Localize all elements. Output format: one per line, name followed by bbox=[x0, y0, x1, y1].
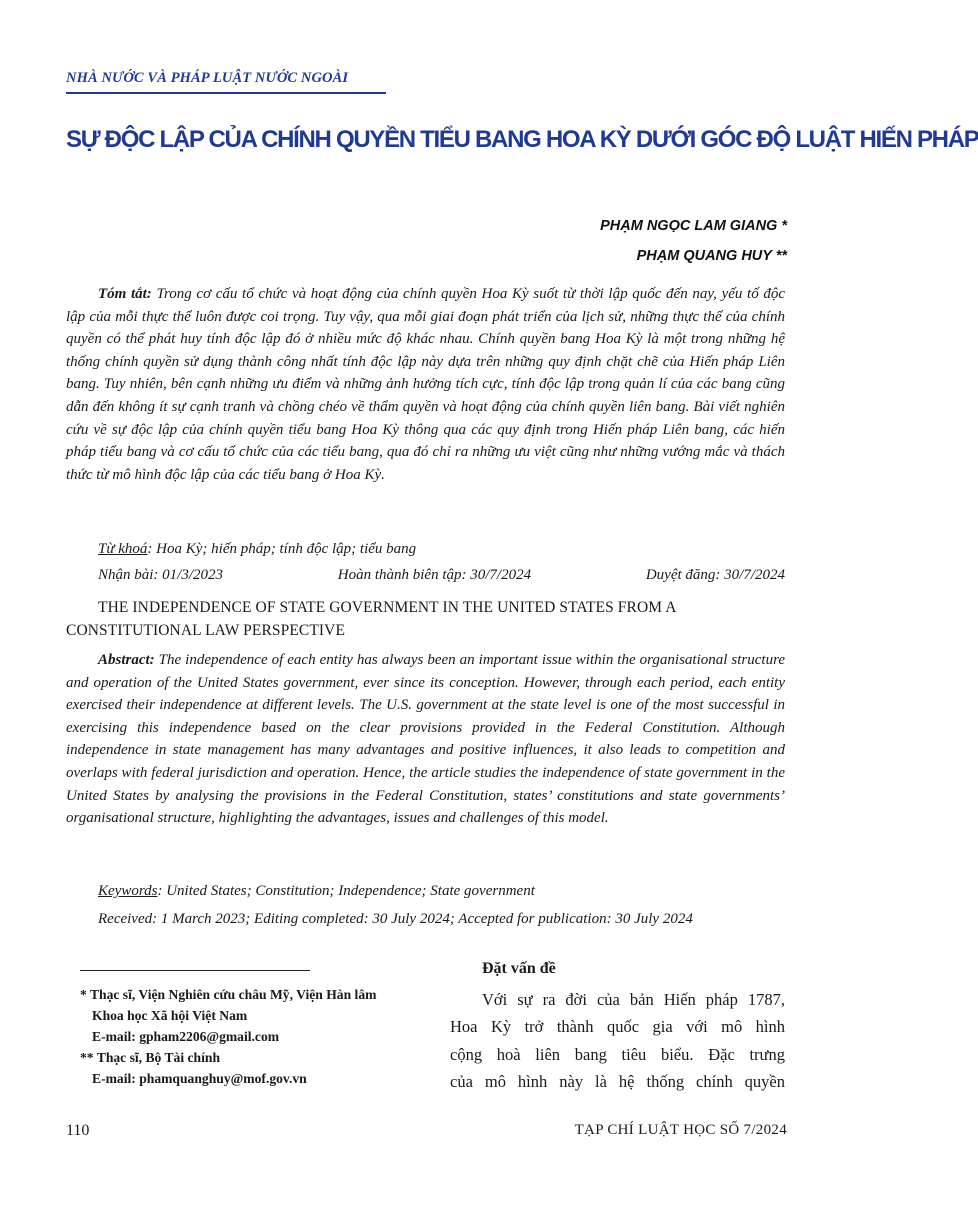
article-title: SỰ ĐỘC LẬP CỦA CHÍNH QUYỀN TIỂU BANG HOA KỲ DƯỚI GÓC ĐỘ LUẬT HIẾN PHÁP bbox=[66, 126, 978, 153]
body-line: Với sự ra đời của bản Hiến pháp 1787, bbox=[482, 990, 785, 1009]
english-abstract bbox=[66, 649, 785, 830]
vietnamese-dates bbox=[98, 567, 785, 584]
footnote-email: E-mail: gpham2206@gmail.com bbox=[92, 1029, 280, 1044]
english-keywords-label: Keywords bbox=[98, 883, 158, 899]
english-keywords-text: : United States; Constitution; Independence; State government bbox=[157, 883, 535, 899]
english-abstract-label: Abstract: bbox=[98, 652, 155, 668]
section-label: NHÀ NƯỚC VÀ PHÁP LUẬT NƯỚC NGOÀI bbox=[66, 70, 349, 86]
vietnamese-abstract-text: Trong cơ cấu tổ chức và hoạt động của chính quyền Hoa Kỳ suốt từ thời lập quốc đến nay, yếu tố độc lập của mỗi thực thể luôn được coi trọng. Tuy vậy, qua mỗi giai đoạn phát triển của lịch sử, những thực thể của chính quyền có thể phát huy tính độc lập đó ở nhiều mức độ khác nhau. Chính quyền bang Hoa Kỳ là một trong những hệ thống chính quyền sử dụng thành công nhất tính độc lập này dựa trên những quy định chặt chẽ của Hiến pháp Liên bang. Tuy nhiên, bên cạnh những ưu điểm và những ảnh hưởng tích cực, tính độc lập trong quản lí của các bang cũng dẫn đến không ít sự cạnh tranh và chồng chéo về thẩm quyền và hoạt động của chính quyền liên bang. Bài viết nghiên cứu về sự độc lập của chính quyền tiểu bang Hoa Kỳ thông qua các quy định trong Hiến pháp Liên bang, các hiến pháp tiểu bang và cơ cấu tổ chức của các tiểu bang, qua đó chỉ ra những ưu việt cũng như những vướng mắc và thách thức từ mô hình độc lập của các tiểu bang ở Hoa Kỳ. bbox=[66, 286, 786, 483]
body-line: cộng hoà liên bang tiêu biểu. Đặc trưng bbox=[450, 1044, 785, 1064]
footnotes bbox=[80, 984, 425, 1089]
body-line: Hoa Kỳ trở thành quốc gia với mô hình bbox=[450, 1017, 785, 1037]
footnote-line: Khoa học Xã hội Việt Nam bbox=[92, 1008, 248, 1023]
body-text bbox=[450, 986, 785, 1096]
footnote-line: * Thạc sĩ, Viện Nghiên cứu châu Mỹ, Viện Hàn lâm bbox=[80, 987, 377, 1002]
section-divider bbox=[66, 92, 386, 94]
section-heading: Đặt vấn đề bbox=[482, 960, 556, 977]
vietnamese-keywords-label: Từ khoá bbox=[98, 541, 148, 557]
english-abstract-text: The independence of each entity has always been an important issue within the organisational structure and operation of the United States government, ever since its conception. However, through each period, each entity exercised their independence at different levels. The U.S. government at the state level is one of the most successful in exercising this independence based on the clear provisions provided in the Federal Constitution. Although independence in state management has many advantages and positive influences, it also leads to competition and overlaps with federal jurisdiction and operation. Hence, the article studies the independence of state government in the United States by analysing the provisions in the Federal Constitution, states’ constitutions and state governments’ organisational structure, highlighting the advantages, issues and challenges of this model. bbox=[66, 652, 786, 827]
english-keywords bbox=[98, 883, 535, 900]
english-dates: Received: 1 March 2023; Editing completed: 30 July 2024; Accepted for publication: 30 July 2024 bbox=[98, 911, 693, 927]
english-title: THE INDEPENDENCE OF STATE GOVERNMENT IN THE UNITED STATES FROM A CONSTITUTIONAL LAW PERSPECTIVE bbox=[66, 599, 676, 639]
body-line: của mô hình này là hệ thống chính quyền bbox=[450, 1072, 785, 1092]
footnote-email: E-mail: phamquanghuy@mof.gov.vn bbox=[92, 1071, 307, 1086]
vietnamese-abstract bbox=[66, 283, 785, 486]
footnote-divider bbox=[80, 970, 310, 971]
date-edited: Hoàn thành biên tập: 30/7/2024 bbox=[337, 567, 532, 583]
page-number: 110 bbox=[66, 1122, 90, 1139]
date-received: Nhận bài: 01/3/2023 bbox=[98, 567, 224, 583]
vietnamese-abstract-label: Tóm tắt: bbox=[98, 286, 152, 302]
author-2: PHẠM QUANG HUY ** bbox=[636, 248, 787, 264]
date-accepted: Duyệt đăng: 30/7/2024 bbox=[645, 567, 785, 583]
footnote-line: ** Thạc sĩ, Bộ Tài chính bbox=[80, 1050, 221, 1065]
author-1: PHẠM NGỌC LAM GIANG * bbox=[600, 218, 787, 234]
vietnamese-keywords bbox=[98, 541, 416, 558]
vietnamese-keywords-text: : Hoa Kỳ; hiến pháp; tính độc lập; tiểu bang bbox=[147, 541, 417, 557]
journal-name: TẠP CHÍ LUẬT HỌC SỐ 7/2024 bbox=[574, 1122, 787, 1138]
